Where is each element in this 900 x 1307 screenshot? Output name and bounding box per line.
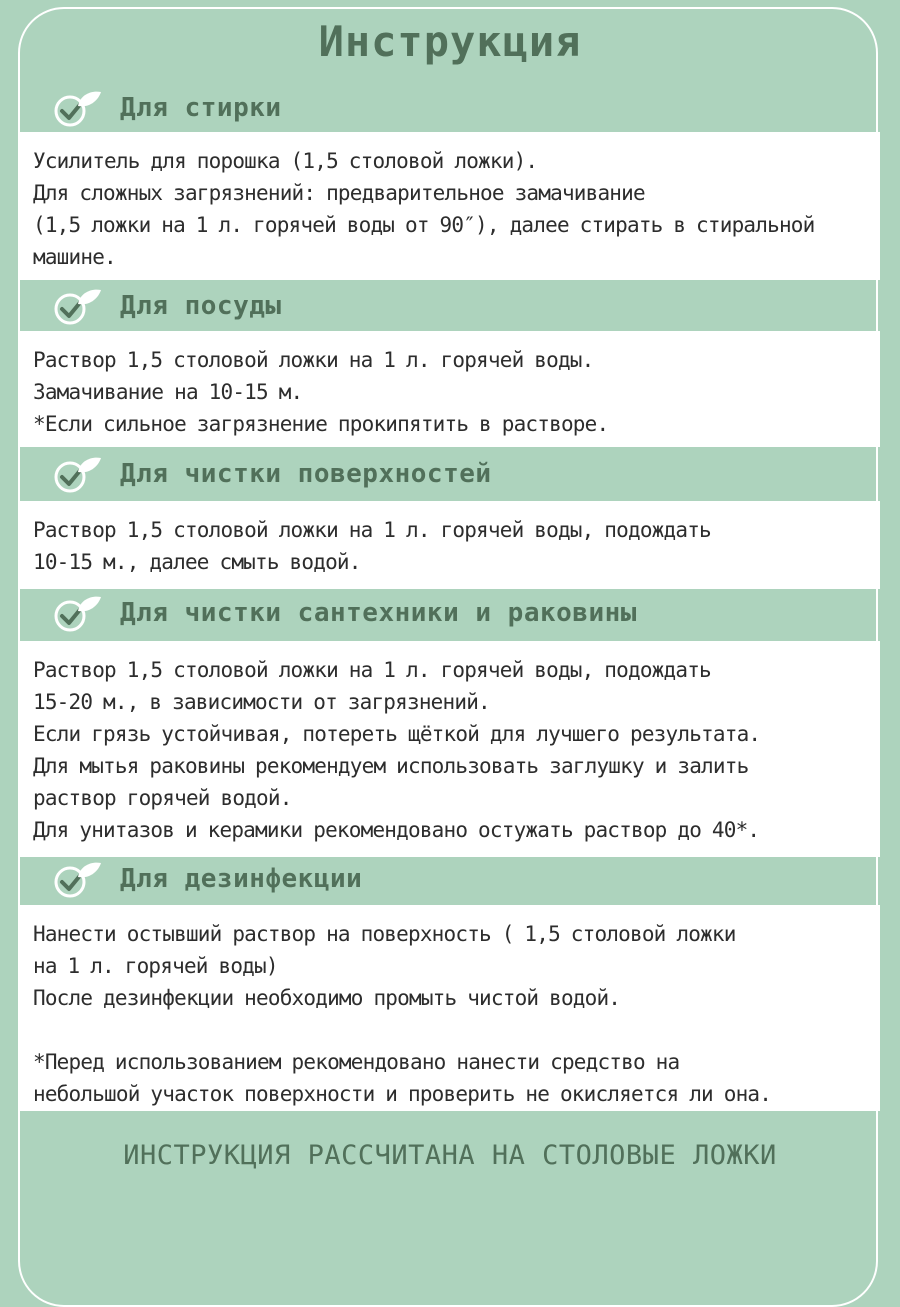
instruction-line: машине. <box>33 245 116 269</box>
instruction-line: Замачивание на 10-15 м. <box>33 380 303 404</box>
section-title: Для чистки поверхностей <box>120 459 492 489</box>
instruction-line: Если грязь устойчивая, потереть щёткой для лучшего результата. <box>33 722 761 746</box>
section-heading <box>50 84 282 132</box>
instruction-line: 15-20 м., в зависимости от загрязнений. <box>33 690 490 714</box>
leaf-checkmark-icon <box>50 284 104 328</box>
instruction-line: Для сложных загрязнений: предварительное замачивание <box>33 181 645 205</box>
section-heading <box>50 450 492 498</box>
section-body <box>18 641 880 857</box>
section-heading <box>50 589 637 637</box>
section-title: Для посуды <box>120 291 282 321</box>
instruction-line: Раствор 1,5 столовой ложки на 1 л. горячей воды. <box>33 348 594 372</box>
instruction-line: Для мытья раковины рекомендуем использовать заглушку и залить <box>33 754 749 778</box>
section-body <box>18 501 880 589</box>
instruction-line: Раствор 1,5 столовой ложки на 1 л. горячей воды, подождать <box>33 518 711 542</box>
instruction-line: на 1 л. горячей воды) <box>33 954 278 978</box>
instruction-line: Усилитель для порошка (1,5 столовой ложки). <box>33 149 538 173</box>
instruction-line: Нанести остывший раствор на поверхность ( 1,5 столовой ложки <box>33 922 736 946</box>
paragraph-gap <box>33 1014 866 1046</box>
instruction-line: *Перед использованием рекомендовано нанести средство на <box>33 1050 680 1074</box>
leaf-checkmark-icon <box>50 452 104 496</box>
section-heading <box>50 282 282 330</box>
section-body <box>18 331 880 447</box>
section-heading <box>50 855 362 903</box>
section-body <box>18 132 880 280</box>
instruction-line: раствор горячей водой. <box>33 786 292 810</box>
instruction-line: (1,5 ложки на 1 л. горячей воды от 90″), далее стирать в стиральной <box>33 213 815 237</box>
section-body <box>18 905 880 1111</box>
leaf-checkmark-icon <box>50 857 104 901</box>
page-title: Инструкция <box>318 17 582 66</box>
footer-note: ИНСТРУКЦИЯ РАССЧИТАНА НА СТОЛОВЫЕ ЛОЖКИ <box>123 1140 777 1171</box>
leaf-checkmark-icon <box>50 86 104 130</box>
section-title: Для дезинфекции <box>120 864 363 894</box>
instruction-line: Раствор 1,5 столовой ложки на 1 л. горячей воды, подождать <box>33 658 711 682</box>
leaf-checkmark-icon <box>50 591 104 635</box>
instruction-line: 10-15 м., далее смыть водой. <box>33 550 361 574</box>
instruction-line: Для унитазов и керамики рекомендовано остужать раствор до 40*. <box>33 818 760 842</box>
instruction-line: *Если сильное загрязнение прокипятить в растворе. <box>33 412 609 436</box>
section-title: Для стирки <box>120 93 282 123</box>
instruction-line: небольшой участок поверхности и проверить не окисляется ли она. <box>33 1082 772 1106</box>
section-title: Для чистки сантехники и раковины <box>120 598 637 628</box>
instruction-line: После дезинфекции необходимо промыть чистой водой. <box>33 986 621 1010</box>
